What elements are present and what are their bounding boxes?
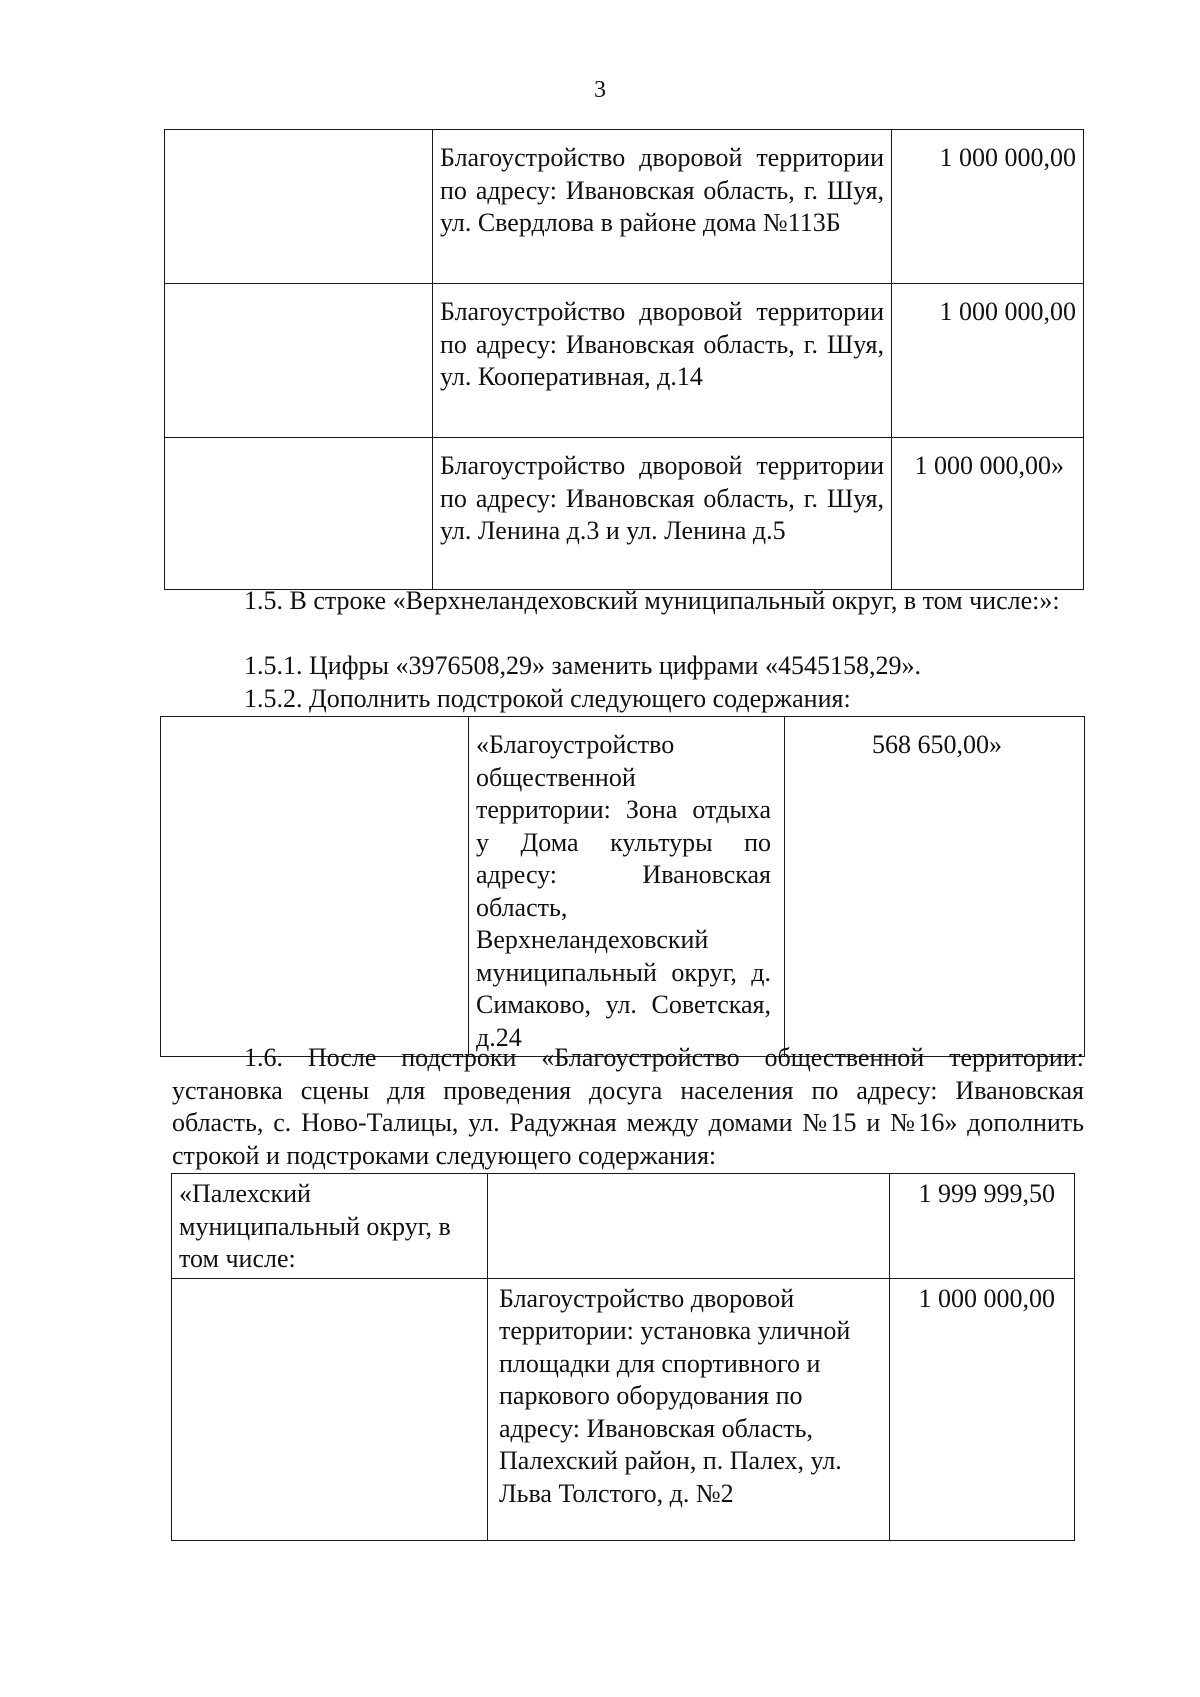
table-cell-empty	[165, 438, 433, 590]
table-cell-district: «Палехский муниципальный округ, в том числе:	[172, 1174, 488, 1279]
table-cell-empty	[165, 130, 433, 284]
paragraph-1-5-1: 1.5.1. Цифры «3976508,29» заменить цифрами «4545158,29».	[244, 651, 921, 680]
table-verkhnelandekhovsky-subrow	[160, 716, 1085, 1057]
table-cell-empty	[165, 284, 433, 438]
table-cell-amount: 1 000 000,00»	[892, 438, 1084, 590]
table-cell-description: «Благоустройство общественной территории: Зона отдыха у Дома культуры по адресу: Ивановская область, Верхнеландеховский муниципальный округ, д. Симаково, ул. Советская, д.24	[469, 717, 785, 1057]
table-cell-description: Благоустройство дворовой территории по адресу: Ивановская область, г. Шуя, ул. Свердлова в районе дома №113Б	[433, 130, 892, 284]
table-cell-amount: 568 650,00»	[785, 717, 1085, 1057]
page-number: 3	[594, 77, 606, 103]
table-row	[165, 438, 1084, 590]
table-cell-amount: 1 999 999,50	[890, 1174, 1075, 1279]
table-row	[165, 284, 1084, 438]
table-cell-amount: 1 000 000,00	[892, 130, 1084, 284]
paragraph-1-5: 1.5. В строке «Верхнеландеховский муниципальный округ, в том числе:»:	[244, 586, 1060, 615]
table-cell-description: Благоустройство дворовой территории по адресу: Ивановская область, г. Шуя, ул. Ленина д.3 и ул. Ленина д.5	[433, 438, 892, 590]
table-row	[161, 717, 1085, 1057]
table-row	[172, 1174, 1075, 1279]
table-cell-description: Благоустройство дворовой территории по адресу: Ивановская область, г. Шуя, ул. Кооперативная, д.14	[433, 284, 892, 438]
table-palekh-rows	[171, 1173, 1075, 1541]
table-cell-empty	[161, 717, 469, 1057]
table-row	[165, 130, 1084, 284]
table-cell-amount: 1 000 000,00	[892, 284, 1084, 438]
table-cell-empty	[172, 1278, 488, 1540]
table-cell-description: Благоустройство дворовой территории: установка уличной площадки для спортивного и паркового оборудования по адресу: Ивановская область, Палехский район, п. Палех, ул. Льва Толстого, д. №2	[488, 1278, 890, 1540]
paragraph-1-5-2: 1.5.2. Дополнить подстрокой следующего содержания:	[244, 684, 851, 713]
table-cell-amount: 1 000 000,00	[890, 1278, 1075, 1540]
table-cell-empty	[488, 1174, 890, 1279]
table-row	[172, 1278, 1075, 1540]
paragraph-1-6: 1.6. После подстроки «Благоустройство общественной территории: установка сцены для проведения досуга населения по адресу: Ивановская область, с. Ново-Талицы, ул. Радужная между домами №15 и №16» дополнить строкой и подстроками следующего содержания:	[172, 1043, 1084, 1170]
table-shuya-subrows	[164, 129, 1084, 590]
